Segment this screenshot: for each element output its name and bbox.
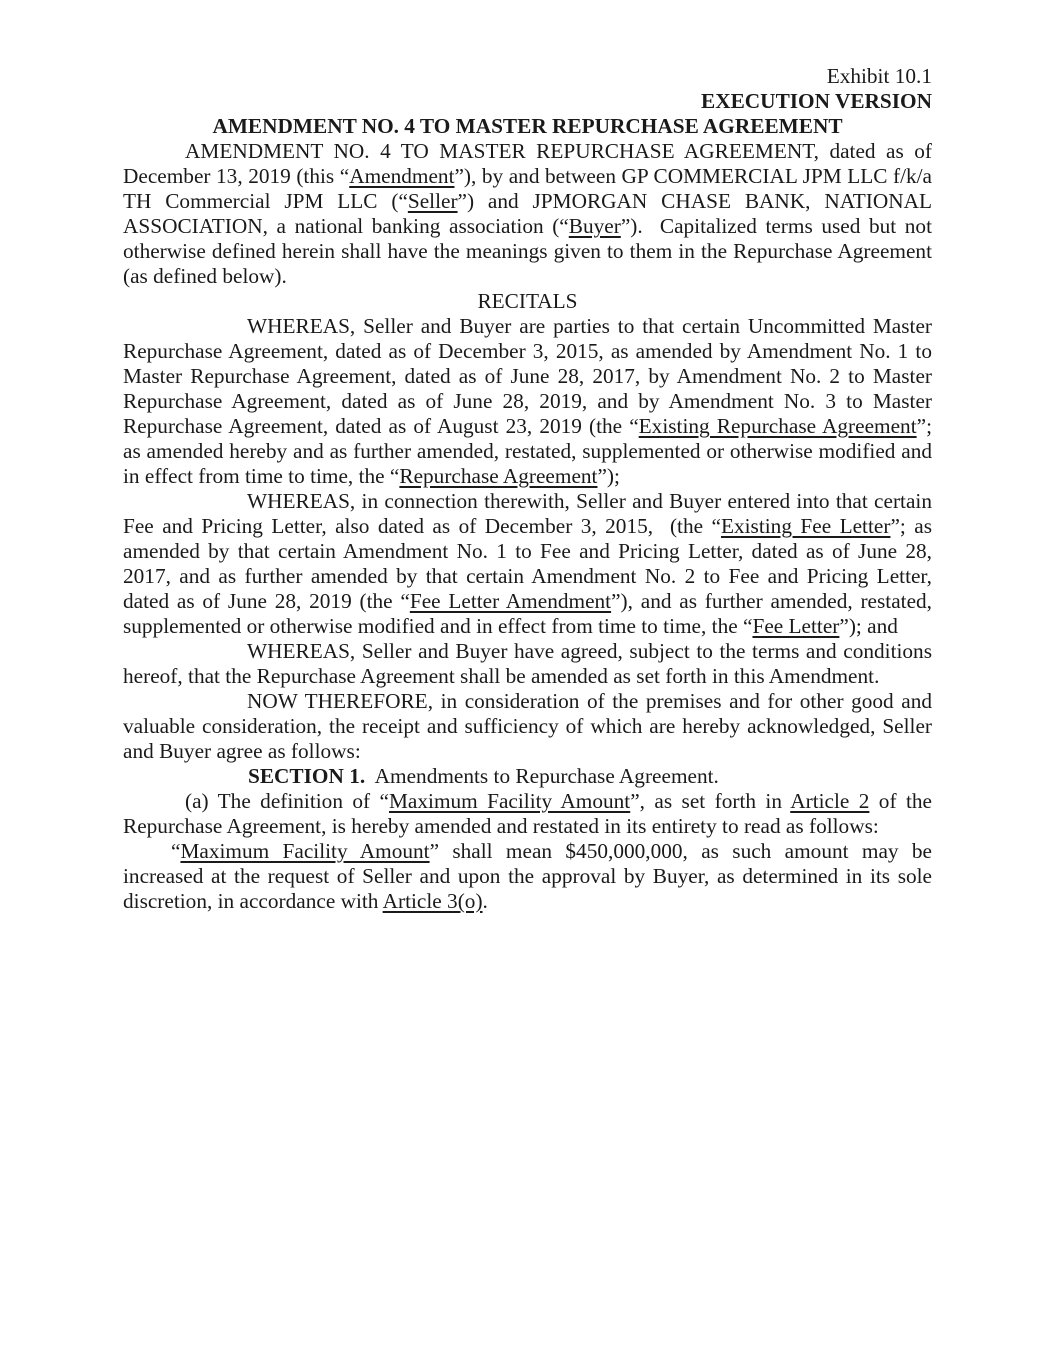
maximum-facility-amount-definition: “Maximum Facility Amount” shall mean $450,000,000, as such amount may be increased at the request of Seller and upon the approval by Buyer, as determined in its sole discretion, in accordance with Article 3(o). (123, 839, 932, 913)
exhibit-label: Exhibit 10.1 (826, 64, 932, 88)
whereas-paragraph-2: WHEREAS, in connection therewith, Seller and Buyer entered into that certain Fee and Pricing Letter, also dated as of December 3, 2015, (the “Existing Fee Letter”; as amended by that certain Amendment No. 1 to Fee and Pricing Letter, dated as of June 28, 2017, and as further amended by that certain Amendment No. 2 to Fee and Pricing Letter, dated as of June 28, 2019 (the “Fee Letter Amendment”), and as further amended, restated, supplemented or otherwise modified and in effect from time to time, the “Fee Letter”); and (123, 489, 933, 638)
now-therefore-paragraph: NOW THEREFORE, in consideration of the premises and for other good and valuable consideration, the receipt and sufficiency of which are hereby acknowledged, Seller and Buyer agree as follows: (123, 689, 932, 763)
whereas-paragraph-3: WHEREAS, Seller and Buyer have agreed, subject to the terms and conditions hereof, that the Repurchase Agreement shall be amended as set forth in this Amendment. (123, 639, 932, 688)
section-1-heading: SECTION 1. Amendments to Repurchase Agreement. (248, 764, 719, 788)
recitals-heading: RECITALS (477, 289, 578, 313)
intro-paragraph: AMENDMENT NO. 4 TO MASTER REPURCHASE AGREEMENT, dated as of December 13, 2019 (this “Amendment”), by and between GP COMMERCIAL JPM LLC f/k/a TH Commercial JPM LLC (“Seller”) and JPMORGAN CHASE BANK, NATIONAL ASSOCIATION, a national banking association (“Buyer”). Capitalized terms used but not otherwise defined herein shall have the meanings given to them in the Repurchase Agreement (as defined below). (123, 139, 933, 288)
section-1a-paragraph: (a) The definition of “Maximum Facility Amount”, as set forth in Article 2 of the Repurchase Agreement, is hereby amended and restated in its entirety to read as follows: (123, 789, 932, 838)
whereas-paragraph-1: WHEREAS, Seller and Buyer are parties to that certain Uncommitted Master Repurchase Agreement, dated as of December 3, 2015, as amended by Amendment No. 1 to Master Repurchase Agreement, dated as of June 28, 2017, by Amendment No. 2 to Master Repurchase Agreement, dated as of June 28, 2019, and by Amendment No. 3 to Master Repurchase Agreement, dated as of August 23, 2019 (the “Existing Repurchase Agreement”; as amended hereby and as further amended, restated, supplemented or otherwise modified and in effect from time to time, the “Repurchase Agreement”); (123, 314, 932, 488)
document-title: AMENDMENT NO. 4 TO MASTER REPURCHASE AGREEMENT (212, 114, 843, 138)
execution-version-label: EXECUTION VERSION (701, 89, 932, 113)
